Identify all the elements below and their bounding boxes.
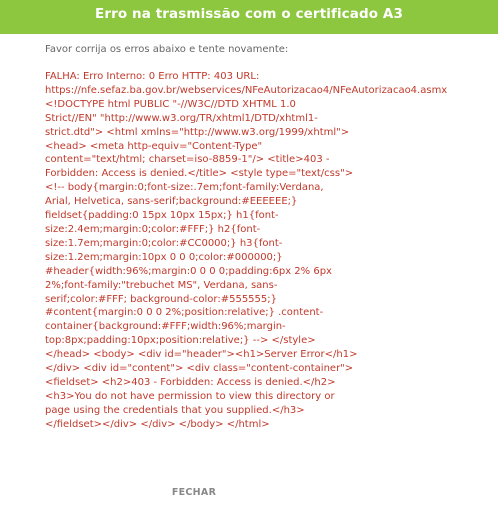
error-line: https://nfe.sefaz.ba.gov.br/webservices/NFeAutorizacao4/NFeAutorizacao4.asmx	[45, 84, 448, 96]
error-line: strict.dtd"> <html xmlns="http://www.w3.org/1999/xhtml">	[45, 126, 350, 138]
error-line: size:1.7em;margin:0;color:#CC0000;} h3{font-	[45, 237, 283, 249]
error-line: #header{width:96%;margin:0 0 0 0;padding:6px 2% 6px	[45, 265, 332, 277]
close-button[interactable]: FECHAR	[159, 484, 229, 502]
error-line: content="text/html; charset=iso-8859-1"/> <title>403 -	[45, 154, 330, 166]
error-line: #content{margin:0 0 0 2%;position:relative;} .content-	[45, 307, 324, 319]
error-line: <!DOCTYPE html PUBLIC "-//W3C//DTD XHTML 1.0	[45, 98, 296, 110]
error-line: </fieldset></div> </div> </body> </html>	[45, 418, 270, 430]
error-line: </div> <div id="content"> <div class="content-container">	[45, 363, 354, 375]
error-line: </head> <body> <div id="header"><h1>Server Error</h1>	[45, 349, 358, 361]
error-line: size:1.2em;margin:10px 0 0 0;color:#000000;}	[45, 251, 283, 263]
error-line: <!-- body{margin:0;font-size:.7em;font-family:Verdana,	[45, 182, 324, 194]
error-line: serif;color:#FFF; background-color:#555555;}	[45, 293, 277, 305]
dialog-title-bar	[0, 0, 498, 34]
error-line: <head> <meta http-equiv="Content-Type"	[45, 140, 263, 152]
error-line: page using the credentials that you supplied.</h3>	[45, 404, 305, 416]
error-line: 2%;font-family:"trebuchet MS", Verdana, sans-	[45, 279, 278, 291]
error-line: size:2.4em;margin:0;color:#FFF;} h2{font-	[45, 223, 261, 235]
error-line: fieldset{padding:0 15px 10px 15px;} h1{font-	[45, 210, 279, 222]
error-line: <fieldset> <h2>403 - Forbidden: Access is denied.</h2>	[45, 376, 336, 388]
instruction-text: Favor corrija os erros abaixo e tente novamente:	[45, 44, 289, 55]
error-line: Strict//EN" "http://www.w3.org/TR/xhtml1/DTD/xhtml1-	[45, 112, 318, 124]
error-line: top:8px;padding:10px;position:relative;} --> </style>	[45, 335, 316, 347]
error-message	[45, 70, 465, 432]
error-line: Arial, Helvetica, sans-serif;background:#EEEEEE;}	[45, 196, 298, 208]
error-line: container{background:#FFF;width:96%;margin-	[45, 321, 286, 333]
error-line: FALHA: Erro Interno: 0 Erro HTTP: 403 URL:	[45, 71, 260, 82]
error-line: Forbidden: Access is denied.</title> <style type="text/css">	[45, 168, 354, 180]
dialog-title: Erro na trasmissão com o certificado A3	[95, 6, 403, 22]
error-line: <h3>You do not have permission to view this directory or	[45, 390, 335, 402]
